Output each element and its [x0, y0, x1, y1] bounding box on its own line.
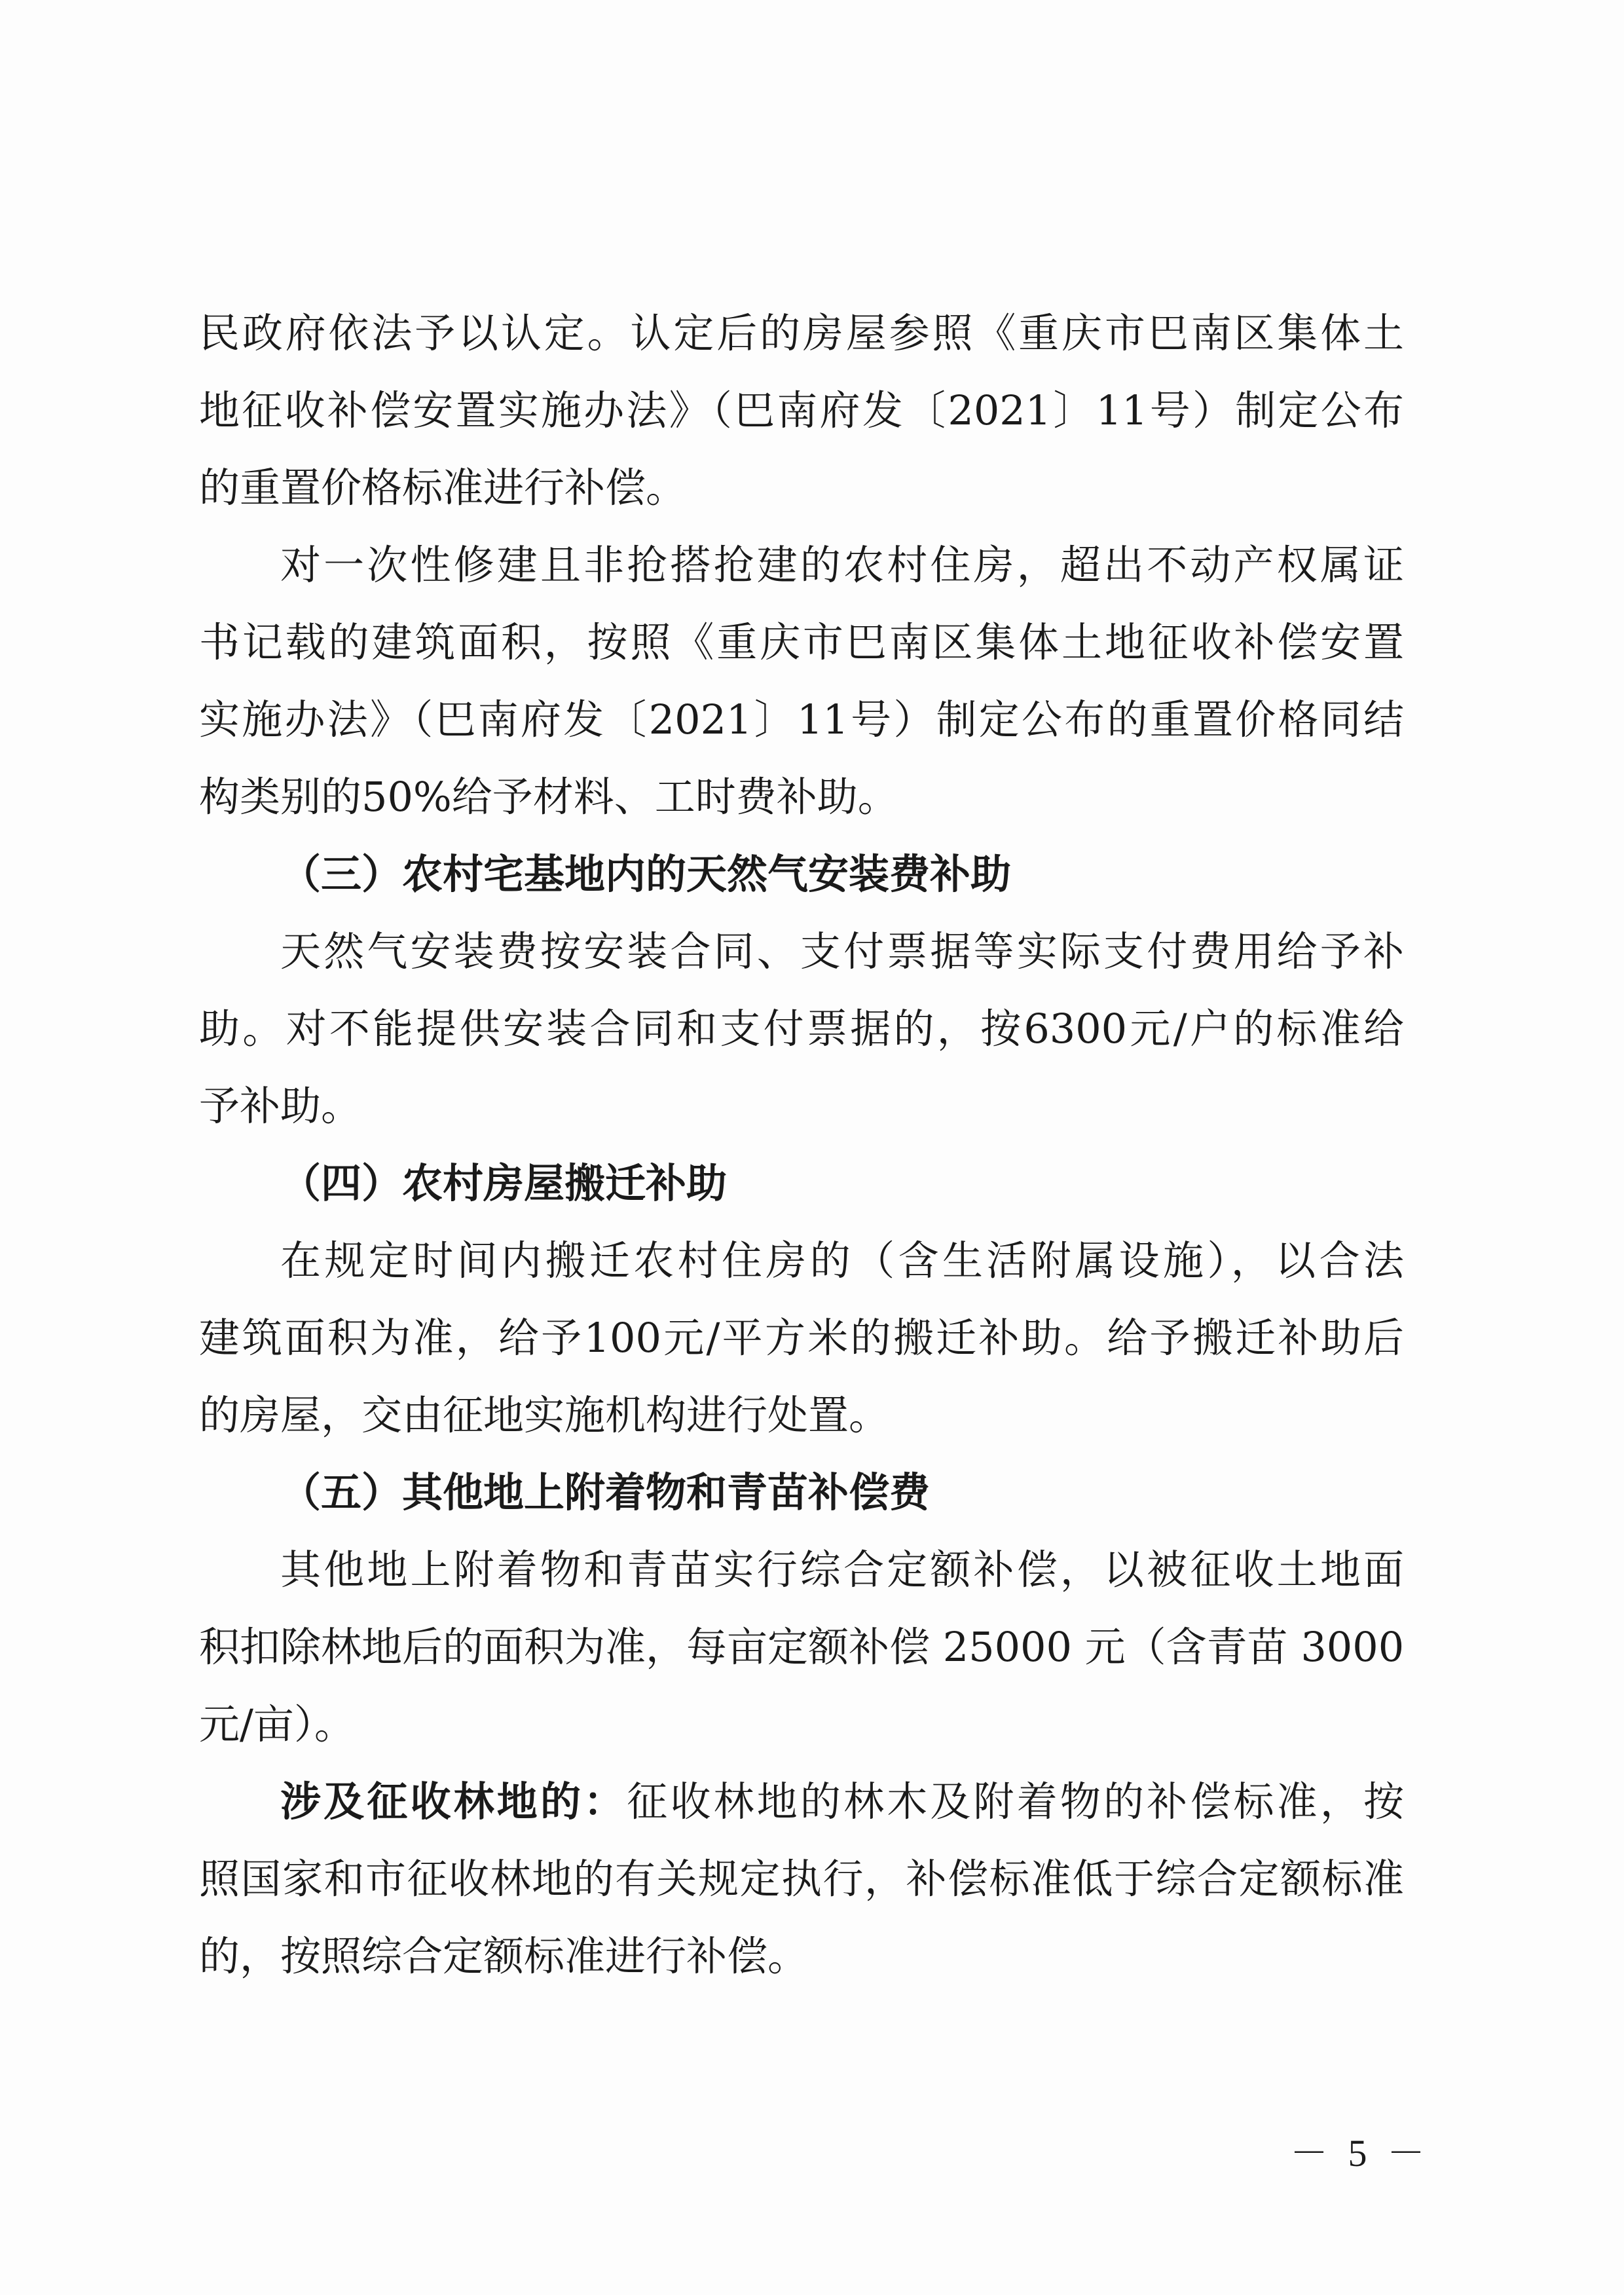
text-line: 助。对不能提供安装合同和支付票据的，按6300元/户的标准给 — [199, 1005, 1404, 1053]
text-line: 地征收补偿安置实施办法》（巴南府发〔2021〕11号）制定公布 — [199, 386, 1404, 434]
text-line: 实施办法》（巴南府发〔2021〕11号）制定公布的重置价格同结 — [199, 696, 1404, 743]
page-number: － 5 － — [1290, 2132, 1431, 2174]
text-line: 予补助。 — [199, 1082, 362, 1130]
forest-paragraph-line — [199, 1763, 1404, 1840]
text-line: 民政府依法予以认定。认定后的房屋参照《重庆市巴南区集体土 — [199, 309, 1404, 357]
text-line: 建筑面积为准，给予100元/平方米的搬迁补助。给予搬迁补助后 — [199, 1314, 1404, 1362]
text-line: 在规定时间内搬迁农村住房的（含生活附属设施），以合法 — [280, 1237, 1404, 1284]
text-line: 其他地上附着物和青苗实行综合定额补偿，以被征收土地面 — [280, 1546, 1404, 1594]
text-line: 书记载的建筑面积，按照《重庆市巴南区集体土地征收补偿安置 — [199, 618, 1404, 666]
text-line: 天然气安装费按安装合同、支付票据等实际支付费用给予补 — [280, 927, 1404, 975]
section-heading: （四）农村房屋搬迁补助 — [280, 1159, 728, 1207]
text-line: 照国家和市征收林地的有关规定执行，补偿标准低于综合定额标准 — [199, 1855, 1404, 1903]
section-heading: （三）农村宅基地内的天然气安装费补助 — [280, 850, 1012, 898]
text-line: 的房屋，交由征地实施机构进行处置。 — [199, 1391, 890, 1439]
forest-text: 征收林地的林木及附着物的补偿标准，按 — [627, 1778, 1404, 1825]
text-line: 的重置价格标准进行补偿。 — [199, 464, 687, 512]
text-line: 的，按照综合定额标准进行补偿。 — [199, 1932, 809, 1980]
text-line: 对一次性修建且非抢搭抢建的农村住房，超出不动产权属证 — [280, 541, 1404, 589]
section-heading: （五）其他地上附着物和青苗补偿费 — [280, 1468, 931, 1516]
text-line: 元/亩）。 — [199, 1700, 355, 1748]
forest-lead: 涉及征收林地的： — [280, 1778, 627, 1825]
text-line: 积扣除林地后的面积为准，每亩定额补偿 25000 元（含青苗 3000 — [199, 1623, 1405, 1671]
text-line: 构类别的50%给予材料、工时费补助。 — [199, 773, 898, 821]
document-body — [199, 295, 1404, 1995]
